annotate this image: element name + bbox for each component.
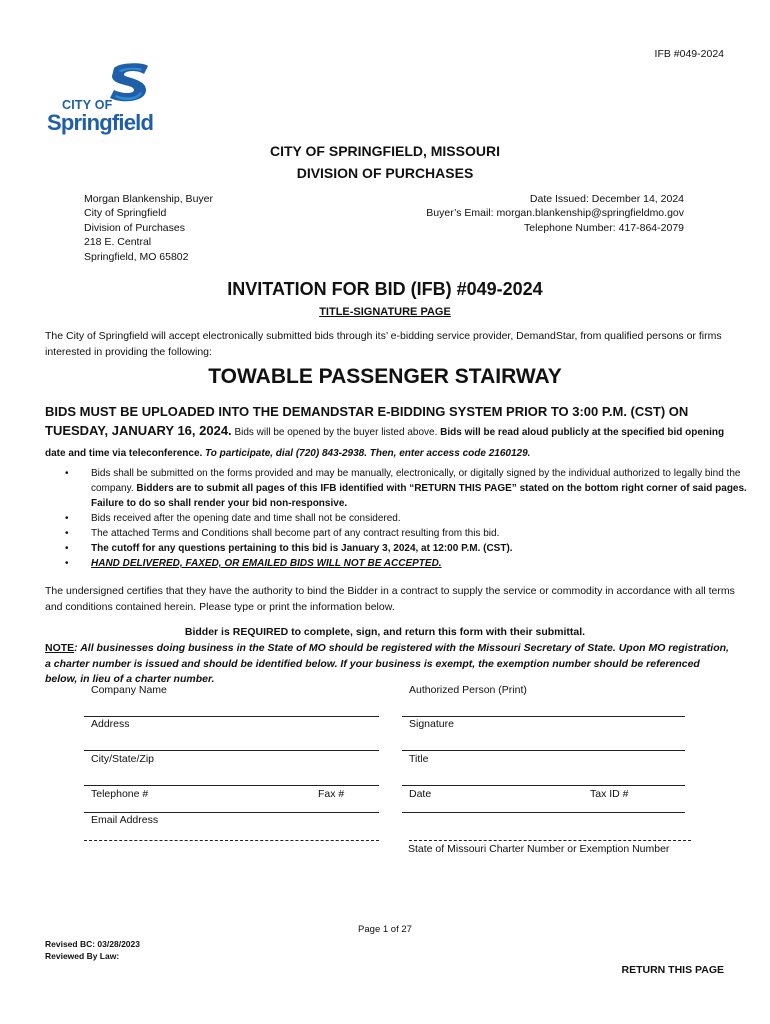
date-tax-id-field[interactable] — [402, 812, 685, 813]
bullet-text: HAND DELIVERED, FAXED, OR EMAILED BIDS WILL NOT BE ACCEPTED. — [91, 558, 442, 569]
bullet-text-bold: Bidders are to submit all pages of this IFB identified with “RETURN THIS PAGE” stated on the bottom right corner of said pages. Failure to do so shall render your bid non-responsive. — [91, 483, 747, 509]
bids-opened-text: Bids will be opened by the buyer listed above. — [231, 427, 438, 438]
bids-participate-text: To participate, dial (720) 843-2938. Then, enter access code 2160129. — [202, 448, 531, 459]
bullet-text: The attached Terms and Conditions shall become part of any contract resulting from this bid. — [91, 528, 500, 539]
ifb-number: IFB #049-2024 — [654, 48, 724, 60]
charter-number-field[interactable] — [409, 840, 691, 841]
buyer-division: Division of Purchases — [84, 221, 185, 234]
logo-springfield-text: Springfield — [47, 110, 154, 135]
telephone-label: Telephone # — [91, 788, 149, 800]
telephone-fax-field[interactable] — [84, 812, 379, 813]
note-text: : All businesses doing business in the State of MO should be registered with the Missouri Secretary of State. Upon MO registration, a charter number is issued and should be identified below. If your business is exempt, the exemption number should be referenced below, in lieu of a charter number. — [45, 642, 729, 685]
date-label: Date — [409, 788, 432, 800]
address-label: Address — [91, 718, 130, 730]
buyer-city: City of Springfield — [84, 207, 167, 220]
list-item — [65, 556, 770, 571]
email-label: Email Address — [91, 814, 159, 826]
revision-info — [45, 938, 140, 962]
list-item — [65, 466, 770, 511]
bids-read-aloud-text: Bids will be read aloud publicly at the specified bid opening date and time via teleconference. — [45, 427, 725, 459]
buyer-street: 218 E. Central — [84, 236, 152, 249]
company-name-field[interactable] — [84, 716, 379, 717]
return-this-page-label: RETURN THIS PAGE — [621, 964, 724, 976]
note-paragraph — [45, 641, 735, 688]
ifb-title: INVITATION FOR BID (IFB) #049-2024 — [227, 279, 543, 299]
revised-date: Revised BC: 03/28/2023 — [45, 939, 140, 949]
bullet-text: Bids received after the opening date and time shall not be considered. — [91, 513, 401, 524]
buyer-name: Morgan Blankenship, Buyer — [84, 193, 213, 205]
signature-label: Signature — [409, 718, 454, 730]
certification-paragraph: The undersigned certifies that they have the authority to bind the Bidder in a contract to supply the service or commodity in accordance with all terms and conditions contained herein. Please type or print the information below. — [45, 585, 735, 613]
required-notice: Bidder is REQUIRED to complete, sign, and return this form with their submittal. — [184, 626, 586, 638]
title-label: Title — [409, 753, 429, 765]
date-issued: Date Issued: December 14, 2024 — [529, 193, 684, 205]
list-item — [65, 511, 770, 526]
company-name-label: Company Name — [91, 684, 167, 696]
charter-number-label: State of Missouri Charter Number or Exemption Number — [408, 843, 670, 855]
org-city-heading: CITY OF SPRINGFIELD, MISSOURI — [270, 143, 500, 159]
title-field[interactable] — [402, 785, 685, 786]
title-signature-page-label: TITLE-SIGNATURE PAGE — [319, 306, 451, 318]
instructions-list — [45, 466, 770, 571]
authorized-person-label: Authorized Person (Print) — [409, 684, 527, 696]
bullet-icon: • — [65, 513, 69, 524]
list-item — [65, 541, 770, 556]
bullet-icon: • — [65, 468, 69, 479]
bullet-text: The cutoff for any questions pertaining to this bid is January 3, 2024, at 12:00 P.M. (CST). — [91, 543, 513, 554]
bullet-icon: • — [65, 543, 69, 554]
note-label: NOTE — [45, 642, 75, 654]
product-title: TOWABLE PASSENGER STAIRWAY — [208, 365, 562, 388]
issue-info-block — [380, 192, 684, 235]
bids-deadline-paragraph — [45, 402, 735, 463]
tax-id-label: Tax ID # — [590, 788, 629, 800]
intro-paragraph: The City of Springfield will accept electronically submitted bids through its’ e-bidding service provider, DemandStar, from qualified persons or firms interested in providing the following: — [45, 330, 722, 358]
city-state-zip-label: City/State/Zip — [91, 753, 155, 765]
logo-city-of-text: CITY OF — [62, 98, 113, 112]
authorized-person-field[interactable] — [402, 716, 685, 717]
org-division-heading: DIVISION OF PURCHASES — [296, 165, 474, 181]
signature-field[interactable] — [402, 750, 685, 751]
fax-label: Fax # — [318, 788, 345, 800]
buyer-contact-block — [84, 192, 213, 264]
list-item — [65, 526, 770, 541]
city-state-zip-field[interactable] — [84, 785, 379, 786]
page-number: Page 1 of 27 — [358, 924, 412, 935]
telephone-number: Telephone Number: 417-864-2079 — [524, 221, 684, 234]
bullet-icon: • — [65, 558, 69, 569]
bids-deadline-heading: BIDS MUST BE UPLOADED INTO THE DEMANDSTAR E-BIDDING SYSTEM PRIOR TO 3:00 P.M. (CST) ON TUESDAY, JANUARY 16, 2024. — [45, 404, 689, 438]
bullet-text: Bids shall be submitted on the forms provided and may be manually, electronically, or digitally signed by the individual authorized to legally bind the company. — [91, 468, 741, 494]
buyer-city-state-zip: Springfield, MO 65802 — [84, 250, 189, 263]
city-logo — [45, 62, 160, 137]
buyer-email: Buyer’s Email: morgan.blankenship@springfieldmo.gov — [426, 207, 684, 220]
address-field[interactable] — [84, 750, 379, 751]
email-field[interactable] — [84, 840, 379, 841]
reviewed-by: Reviewed By Law: — [45, 951, 120, 961]
bullet-icon: • — [65, 528, 69, 539]
